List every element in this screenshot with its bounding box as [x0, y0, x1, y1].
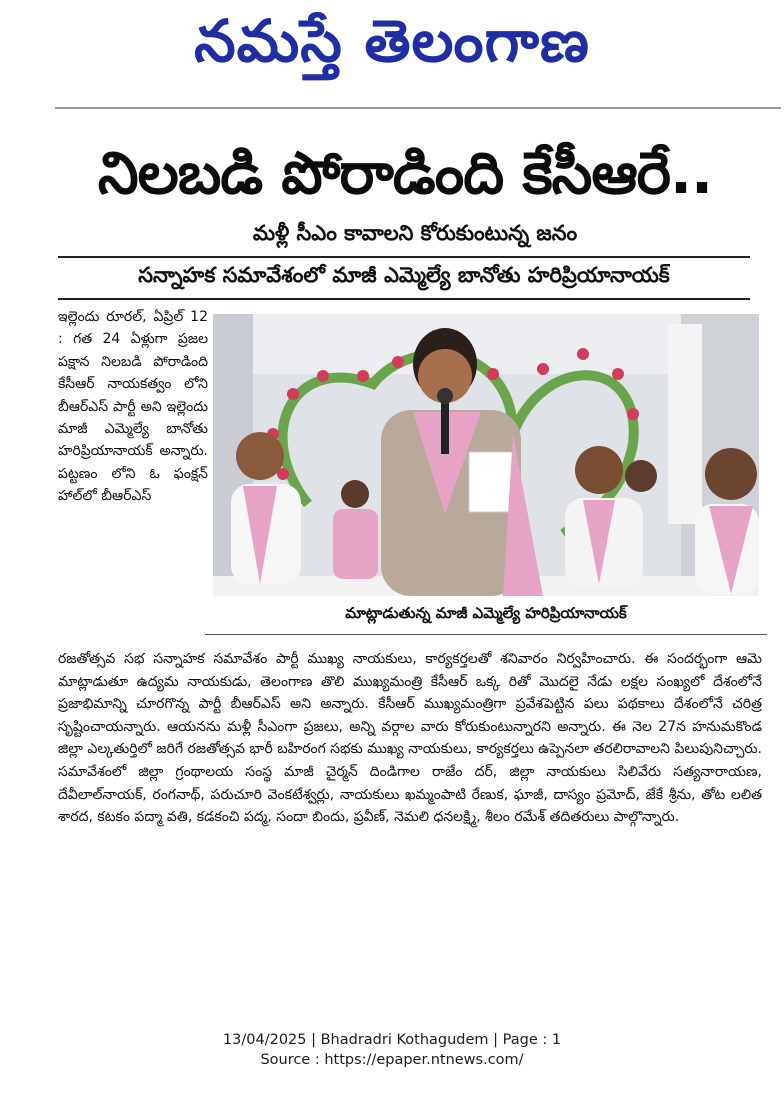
article-photo [213, 314, 759, 596]
masthead-logo [0, 2, 784, 80]
article-subheading-secondary: సన్నాహక సమావేశంలో మాజీ ఎమ్మెల్యే బానోతు హరిప్రియానాయక్ [138, 263, 670, 287]
footer-date-edition: 13/04/2025 | Bhadradri Kothagudem | Page : 1 [222, 1032, 562, 1048]
article-headline: నిలబడి పోరాడింది కేసీఆరే.. [97, 139, 713, 207]
article-photo-image [213, 314, 759, 596]
photo-caption: మాట్లాడుతున్న మాజీ ఎమ్మెల్యే హరిప్రియానాయక్ [345, 604, 627, 622]
page-footer [0, 1030, 784, 1070]
article-lead-column [58, 306, 208, 646]
article-lead-text: ఇల్లెందు రూరల్, ఏప్రిల్ 12 : గత 24 ఏళ్లుగా ప్రజల పక్షాన నిలబడి పోరాడింది కేసీఆర్ నాయకత్వం లోని బీఆర్ఎస్ పార్టీ అని ఇల్లెందు మాజీ ఎమ్మెల్యే బానోతు హరిప్రియానాయక్ అన్నారు. పట్టణం లోని ఓ ఫంక్షన్ హాల్‌లో బీఆర్ఎస్ [58, 309, 208, 505]
article-body [58, 648, 762, 920]
article-body-text: రజతోత్సవ సభ సన్నాహక సమావేశం పార్టీ ముఖ్య నాయకులు, కార్యకర్తలతో శనివారం నిర్వహించారు. ఈ సందర్భంగా ఆమె మాట్లాడుతూ ఉద్యమ నాయకుడు, తెలంగాణ తొలి ముఖ్యమంత్రి కేసీఆర్ ఒక్క రితో మొదలై నేడు లక్షల సంఖ్యలో దేశంలోనే ప్రజాభిమాన్ని చూరగొన్న పార్టీ బీఆర్ఎస్ అని అన్నారు. కేసీఆర్ ముఖ్యమంత్రిగా ప్రవేశపెట్టిన పలు పథకాలు దేశంలోనే చరిత్ర సృష్టించాయన్నారు. ఆయనను మళ్లీ సీఎంగా ప్రజలు, అన్ని వర్గాల వారు కోరుకుంటున్నారని అన్నారు. ఈ నెల 27న హనుమకొండ జిల్లా ఎల్కతుర్తిలో జరిగే రజతోత్సవ భారీ బహిరంగ సభకు ముఖ్య నాయకులు, కార్యకర్తలు ఉప్పెనలా తరలిరావాలని పిలుపునిచ్చారు. సమావేశంలో జిల్లా గ్రంథాలయ సంస్థ మాజీ చైర్మన్ దిండిగాల రాజేం దర్, జిల్లా నాయకులు సిలివేరు సత్యనారాయణ, దేవీలాల్‌నాయక్, రంగనాథ్, పరుచూరి వెంకటేశ్వర్లు, నాయకులు ఖమ్మంపాటి రేణుక, ఘాజీ, దాస్యం ప్రమోద్, జేకే శ్రీను, తోట లలిత శారద, కటకం పద్మా వతి, కడకంచి పద్మ, సందా బిందు, ప్రవీణ్, నెమలి ధనలక్ష్మి, శీలం రమేశ్ తదితరులు పాల్గొన్నారు. [58, 651, 762, 826]
caption-divider [205, 634, 767, 635]
masthead-title: నమస్తే తెలంగాణ [194, 7, 590, 75]
footer-source: Source : https://epaper.ntnews.com/ [260, 1052, 524, 1068]
article-subheading: మళ్లీ సీఎం కావాలని కోరుకుంటున్న జనం [252, 221, 578, 245]
article-subheading-box [58, 256, 750, 300]
masthead-divider [55, 107, 781, 109]
